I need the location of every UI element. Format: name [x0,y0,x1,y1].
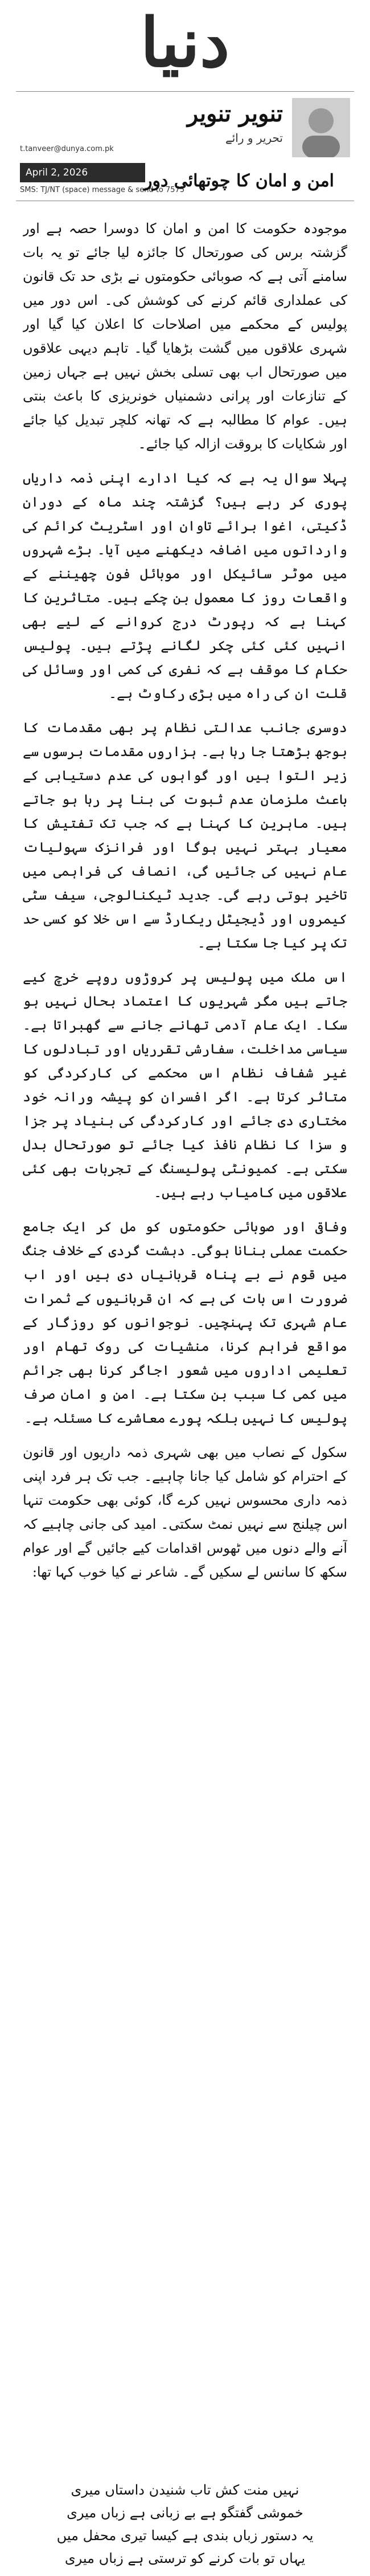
column-title: تحریر و رائے [225,131,283,145]
author-name: تنویر تنویر [187,100,283,127]
verse-line: یہاں تو بات کرنے کو ترستی ہے زباں میری [64,2550,306,2566]
paragraph: سکول کے نصاب میں بھی شہری ذمہ داریوں اور قانون کے احترام کو شامل کیا جانا چاہیے۔ جب تک ہر فرد اپنی ذمہ داری محسوس نہیں کرے گا، کوئی بھی حکومت تنہا اس چیلنج سے نہیں نمٹ سکتی۔ امید کی جانی چاہیے کہ آنے والے دنوں میں ٹھوس اقدامات کیے جائیں گے اور عوام سکھ کا سانس لے سکیں گے۔ شاعر نے کیا خوب کہا تھا: [23,1444,347,1580]
paragraph: وفاقی اور صوبائی حکومتوں کو مل کر ایک جامع حکمت عملی بنانا ہوگی۔ دہشت گردی کے خلاف جنگ میں قوم نے بے پناہ قربانیاں دی ہیں اور اب ضرورت اس بات کی ہے کہ ان قربانیوں کے ثمرات عام شہری تک پہنچیں۔ نوجوانوں کو روزگار کے مواقع فراہم کرنا، منشیات کی روک تھام اور تعلیمی اداروں میں شعور اجاگر کرنا بھی جرائم میں کمی کا سبب بن سکتا ہے۔ امن و امان صرف پولیس کا نہیں بلکہ پورے معاشرے کا مسئلہ ہے۔ [23,1219,347,1426]
author-block [20,96,350,160]
newspaper-logo: دنیا [140,3,230,82]
top-divider [16,91,354,92]
verse-line: نہیں منت کش تاب شنیدن داستاں میری [71,2482,299,2498]
portrait-icon [292,98,350,157]
paragraph: اس ملک میں پولیس پر کروڑوں روپے خرچ کیے جاتے ہیں مگر شہریوں کا اعتماد بحال نہیں ہو سکا۔ ایک عام آدمی تھانے جانے سے گھبراتا ہے۔ سیاسی مداخلت، سفارشی تقرریاں اور تبادلوں کا غیر شفاف نظام اس محکمے کی کارکردگی کو متاثر کرتا ہے۔ اگر افسران کو پیشہ ورانہ خود مختاری دی جائے اور کارکردگی کی بنیاد پر جزا و سزا کا نظام نافذ کیا جائے تو صورتحال بدل سکتی ہے۔ کمیونٹی پولیسنگ کے تجربات بھی کئی علاقوں میں کامیاب رہے ہیں۔ [23,969,347,1201]
article-headline: امن و امان کا چوتھائی دور [144,171,334,191]
paragraph: موجودہ حکومت کا امن و امان کا دوسرا حصہ ہے اور گزشتہ برس کی صورتحال کا جائزہ لیا جائے تو یہ بات سامنے آتی ہے کہ صوبائی حکومتوں نے بڑی حد تک قانون کی عملداری قائم کرنے کی کوشش کی۔ اس دور میں پولیس کے محکمے میں اصلاحات کا اعلان کیا گیا اور شہری علاقوں میں گشت بڑھایا گیا۔ تاہم دیہی علاقوں میں صورتحال اب بھی تسلی بخش نہیں ہے جہاں زمین کے تنازعات اور پرانی دشمنیاں خونریزی کا باعث بنتی ہیں۔ عوام کا مطالبہ ہے کہ تھانہ کلچر تبدیل کیا جائے اور شکایات کا بروقت ازالہ کیا جائے۔ [23,221,347,452]
closing-verse [23,2479,347,2570]
sms-instructions: SMS: TJ/NT (space) message & send to 7575 [20,186,185,194]
author-portrait [292,98,350,157]
paragraph: پہلا سوال یہ ہے کہ کیا ادارے اپنی ذمہ داریاں پوری کر رہے ہیں؟ گزشتہ چند ماہ کے دوران ڈکیتی، اغوا برائے تاوان اور اسٹریٹ کرائم کی وارداتوں میں اضافہ دیکھنے میں آیا۔ بڑے شہروں میں موٹر سائیکل اور موبائل فون چھیننے کے واقعات روز کا معمول بن چکے ہیں۔ متاثرین کا کہنا ہے کہ رپورٹ درج کروانے کے لیے بھی انہیں کئی کئی چکر لگانے پڑتے ہیں۔ پولیس حکام کا موقف ہے کہ نفری کی کمی اور وسائل کی قلت ان کی راہ میں بڑی رکاوٹ ہے۔ [23,470,347,701]
verse-line: یہ دستور زباں بندی ہے کیسا تیری محفل میں [56,2528,314,2544]
paragraph: دوسری جانب عدالتی نظام پر بھی مقدمات کا بوجھ بڑھتا جا رہا ہے۔ ہزاروں مقدمات برسوں سے زیر التوا ہیں اور گواہوں کی عدم دستیابی کے باعث ملزمان عدم ثبوت کی بنا پر رہا ہو جاتے ہیں۔ ماہرین کا کہنا ہے کہ جب تک تفتیش کا معیار بہتر نہیں ہوگا اور فرانزک سہولیات عام نہیں کی جائیں گی، انصاف کی فراہمی میں تاخیر ہوتی رہے گی۔ جدید ٹیکنالوجی، سیف سٹی کیمروں اور ڈیجیٹل ریکارڈ سے اس خلا کو کسی حد تک پر کیا جا سکتا ہے۔ [23,720,347,951]
article-body [23,217,347,2473]
publish-date: April 2, 2026 [20,163,145,182]
author-email: t.tanveer@dunya.com.pk [20,145,114,153]
masthead [0,0,370,85]
verse-line: خموشی گفتگو ہے بے زبانی ہے زباں میری [67,2505,303,2521]
